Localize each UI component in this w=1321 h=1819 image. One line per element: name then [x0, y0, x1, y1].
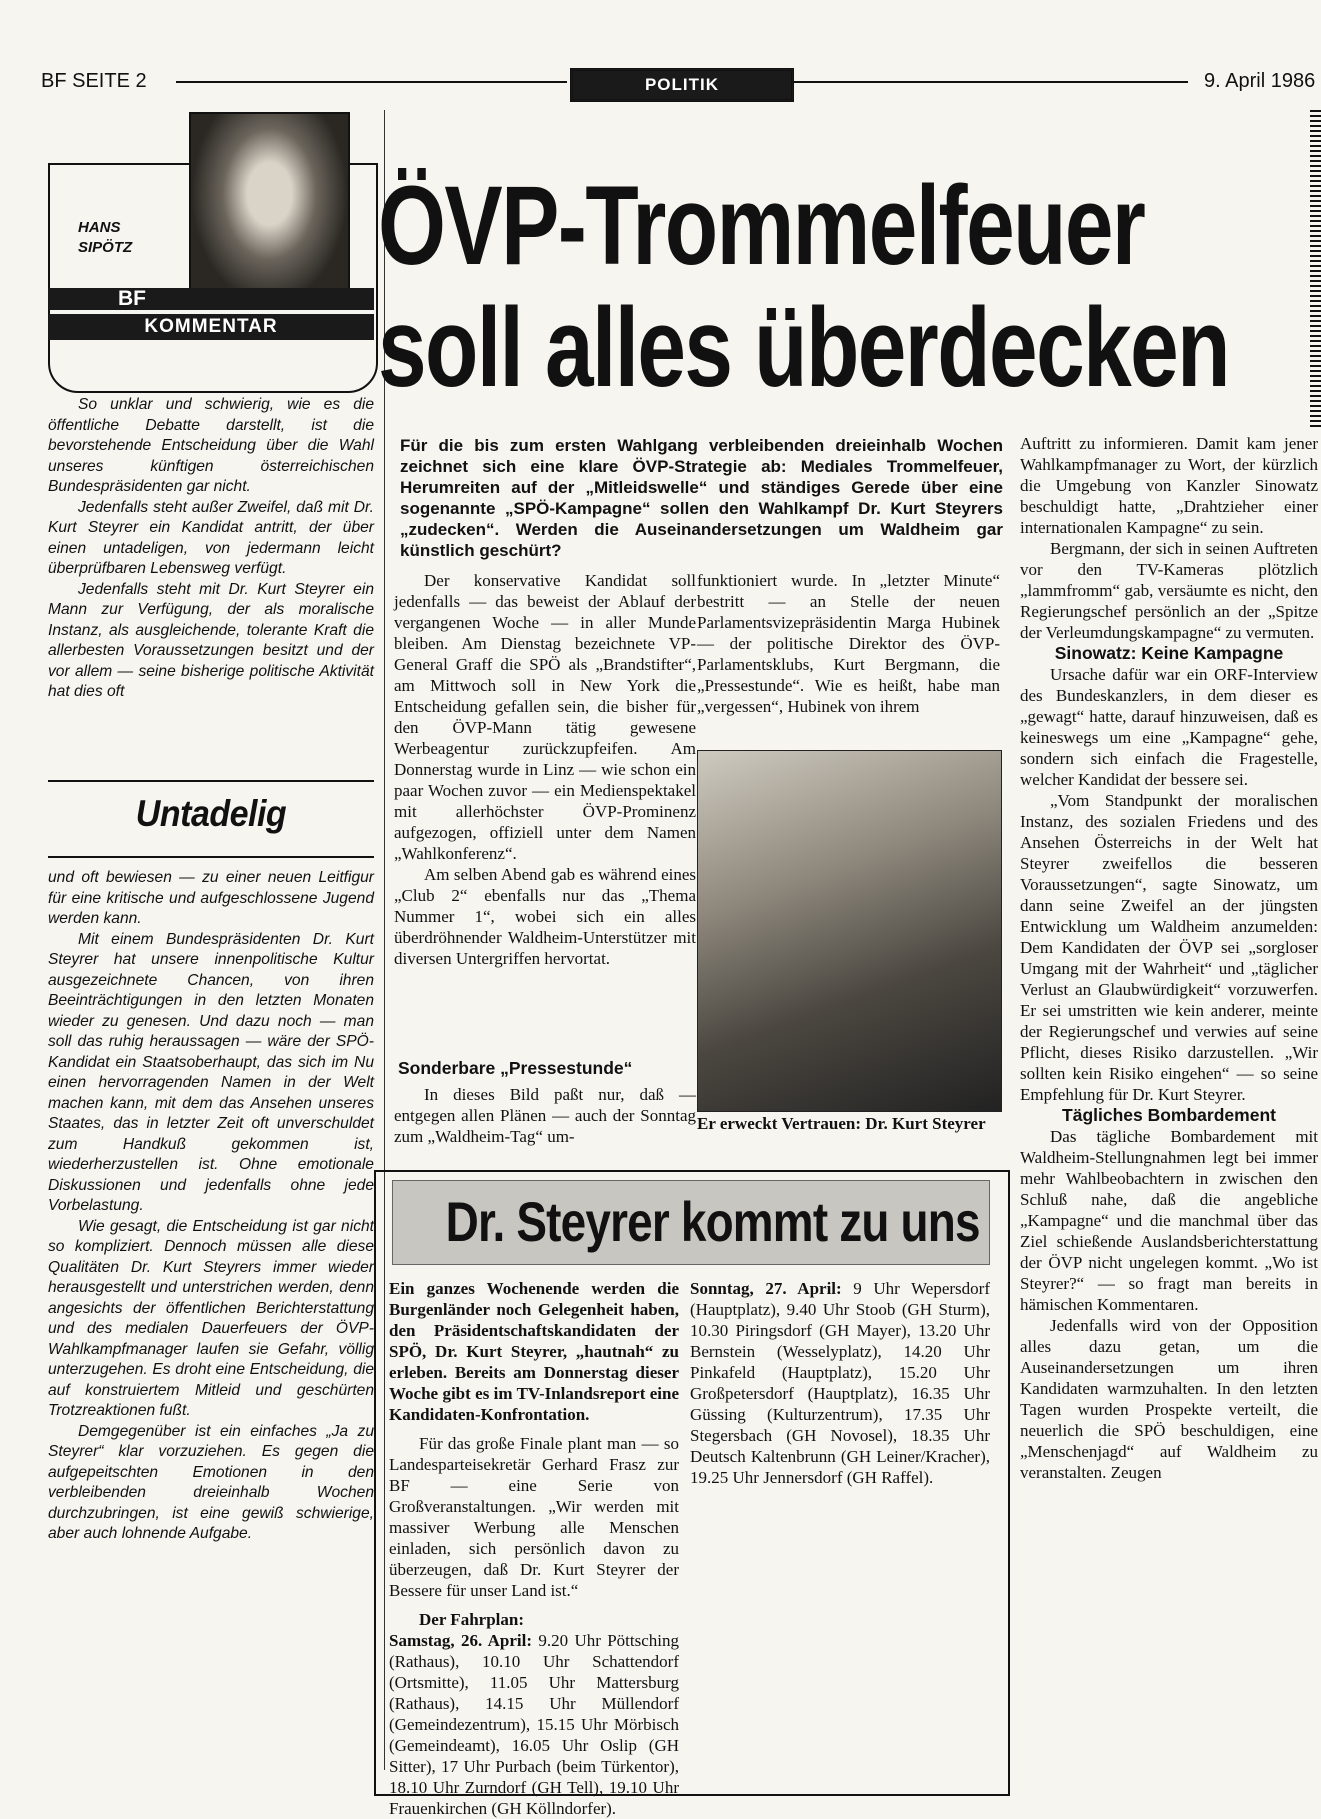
commentary-text-b: und oft bewiesen — zu einer neuen Leitfigur für eine kritische und aufgeschlossene Jugend werden kann. Mit einem Bundespräsidenten Dr. Kurt Steyrer hat unsere innenpolitische Kultur ausgezeichnete Chancen, von ihren Beeinträchtigungen in den letzten Monaten wieder zu genesen. Und dazu noch — man soll das ruhig heraussagen — wäre der SPÖ-Kandidat ein Staatsoberhaupt, das sich im Nu einen hervorragenden Namen in der Welt machen kann, mit dem das Ansehen unseres Staates, das in letzter Zeit oft unverschuldet zum Handkuß gekommen ist, wiederherzustellen ist. Ohne emotionale Diskussionen und jedenfalls ohne jede Vorbelastung. Wie gesagt, die Entscheidung ist gar nicht so kompliziert. Dennoch müssen alle diese Qualitäten Dr. Kurt Steyrers immer wieder herausgestellt und unterstrichen werden, denn angesichts der öffentlichen Berichterstattung und des medialen Dauerfeuers der ÖVP-Wahlkampfmanager laufen sie Gefahr, völlig unterzugehen. Es droht eine Entscheidung, die auf konstruiertem Mitleid und geschürten Trotzreaktionen fußt. Demgegenüber ist ein einfaches „Ja zu Steyrer“ klar vorzuziehen. Es gegen die aufgepeitschten Emotionen in den verbleibenden dreieinhalb Wochen durchzubringen, ist eine gewiß schwierige, aber auch lohnende Aufgabe. — [48, 869, 374, 1542]
edge-bars — [1310, 110, 1321, 430]
saturday-label: Samstag, 26. April: — [389, 1631, 533, 1650]
crowd-photo — [697, 750, 1002, 1112]
schedule-column-2 — [690, 1278, 990, 1488]
photo-caption: Er erweckt Vertrauen: Dr. Kurt Steyrer — [697, 1114, 986, 1133]
schedule-title: Dr. Steyrer kommt zu uns — [445, 1190, 980, 1253]
commentary-subheading: Untadelig — [135, 793, 287, 835]
article-column-3: Auftritt zu informieren. Damit kam jener Wahlkampfmanager zu Wort, der kürzlich die Umgebung von Kanzler Sinowatz beschuldigt hatte, „Drahtzieher einer internationalen Kampagne“ zu sein. Bergmann, der sich in seinen Auftreten vor den TV-Kameras plötzlich „lammfromm“ gab, versäumte es nicht, den Regierungschef persönlich an der „Spitze der Verleumdungskampagne“ zu vermuten. Sinowatz: Keine Kampagne Ursache dafür war ein ORF-Interview des Bundeskanzlers, in dem dieser es „gewagt“ hatte, darauf hinzuweisen, daß es keineswegs um eine „Kampagne“ gehe, sondern sich einfach die Fragestelle, welcher Kandidat der bessere sei. „Vom Standpunkt der moralischen Instanz, des sozialen Friedens und des Ansehen Österreichs in der Welt hat Steyrer zweifellos die besseren Voraussetzungen“, sagte Sinowatz, um dann seine Zweifel an der jüngsten Entwicklung um Waldheim anzumelden: Dem Kandidaten der ÖVP sei „sorgloser Umgang mit der Wahrheit“ und „täglicher Verlust an Glaubwürdigkeit“ vorzuwerfen. Er sei umstritten wie kein anderer, meinte der Regierungschef und verwies auf seine Pflicht, dieses Risiko darzustellen. „Wir sollten kein Risiko eingehen“ — so seine Empfehlung für Dr. Kurt Steyrer. Tägliches Bombardement Das tägliche Bombardement mit Waldheim-Stellungnahmen legt bei immer mehr Wahlbeobachtern in zwischen den Schluß nahe, daß die angebliche „Kampagne“ und die manchmal über das Ziel schießende Auslandsberichterstattung der ÖVP nicht ungelegen kommt. „Wo ist Steyrer?“ — so fragt man bereits in hämischen Kommentaren. Jedenfalls wird von der Opposition alles dazu getan, um die Auseinandersetzungen um ihren Kandidaten warmzuhalten. In den letzten Tagen wurden Prospekte verteilt, die neuerlich die SPÖ beschuldigen, eine „Menschenjagd“ auf Waldheim zu veranstalten. Zeugen — [1020, 434, 1318, 1482]
commentary-text-a: So unklar und schwierig, wie es die öffentliche Debatte darstellt, ist die bevorstehende Entscheidung über die Wahl unseres künftigen österreichischen Bundespräsidenten gar nicht. Jedenfalls steht außer Zweifel, daß mit Dr. Kurt Steyrer ein Kandidat antritt, der über einen untadeligen, von jedermann leicht überprüfbaren Lebensweg verfügt. Jedenfalls steht mit Dr. Kurt Steyrer ein Mann zur Verfügung, der als moralische Instanz, als ausgleichende, tolerante Kraft die allerbesten Voraussetzungen besitzt und der vor allem — seine bisherige politische Aktivität hat dies oft — [48, 396, 374, 700]
sunday-stops: 9 Uhr Wepersdorf (Hauptplatz), 9.40 Uhr Stoob (GH Sturm), 10.30 Piringsdorf (GH Mayer), 13.20 Uhr Bernstein (Wesselyplatz), 14.20 Uhr Pinkafeld (Hauptplatz), 15.20 Uhr Großpetersdorf (Hauptplatz), 16.35 Uhr Güssing (Kulturzentrum), 17.35 Uhr Stegersbach (GH Novosel), 18.35 Uhr Deutsch Kaltenbrunn (GH Leiner/Kracher), 19.25 Uhr Jennersdorf (GH Raffel). — [690, 1279, 990, 1487]
article-column-2: funktioniert wurde. In „letzter Minute“ bestritt — an Stelle der neuen Parlamentsvizepräsidentin Marga Hubinek — der politische Direktor des ÖVP-Parlamentsklubs, Kurt Bergmann, die „Pressestunde“. Wie es heißt, habe man „vergessen“, Hubinek von ihrem — [697, 571, 1000, 716]
issue-date: 9. April 1986 — [1204, 70, 1316, 92]
article-subheading-pressestunde: Sonderbare „Pressestunde“ — [398, 1058, 633, 1078]
commentary-bf-label: BF — [48, 288, 374, 310]
sunday-label: Sonntag, 27. April: — [690, 1279, 842, 1298]
subheading-rule-top — [48, 780, 374, 782]
author-portrait — [189, 112, 350, 306]
subheading-rule-bottom — [48, 856, 374, 858]
saturday-stops: 9.20 Uhr Pöttsching (Rathaus), 10.10 Uhr Schattendorf (Ortsmitte), 11.05 Uhr Mattersburg (Rathaus), 14.15 Uhr Müllendorf (Gemeindezentrum), 15.15 Uhr Mörbisch (Gemeindeamt), 16.05 Uhr Oslip (GH Sitter), 17 Uhr Purbach (beim Türkentor), 18.10 Uhr Zurndorf (GH Tell), 19.10 Uhr Frauenkirchen (GH Köllndorfer). — [389, 1631, 680, 1818]
article-headline: ÖVP-Trommelfeuer soll alles überdecken — [378, 163, 1229, 410]
article-column-1: Der konservative Kandidat soll jedenfalls — das beweist der Ablauf der vergangenen Woche — in aller Munde bleiben. Am Dienstag bezeichnete VP-General Graff die SPÖ als „Brandstifter“, am Mittwoch soll in New York die Entscheidung gefallen sein, die bisher für den ÖVP-Mann tätig gewesene Werbeagentur zurückzupfeifen. Am Donnerstag wurde in Linz — wie schon ein paar Wochen zuvor — ein Medienspektakel mit allerhöchster ÖVP-Prominenz aufgezogen, offiziell unter dem Namen „Wahlkonferenz“. Am selben Abend gab es während eines „Club 2“ ebenfalls nur das „Thema Nummer 1“, wobei sich ein alles überdröhnender Waldheim-Unterstützer mit diversen Untergriffen hervortat. — [394, 571, 696, 968]
commentary-label: KOMMENTAR — [48, 314, 374, 340]
article-subheading-bombardement: Tägliches Bombardement — [1062, 1105, 1276, 1125]
header-rule-right — [792, 81, 1188, 83]
page-label: BF SEITE 2 — [41, 70, 147, 92]
commentary-author: HANS SIPÖTZ — [78, 219, 133, 256]
article-lead: Für die bis zum ersten Wahlgang verbleibenden dreieinhalb Wochen zeichnet sich eine klare ÖVP-Strategie ab: Mediales Trommelfeuer, Herumreiten auf der „Mitleidswelle“ und ständiges Gerede über eine sogenannte „SPÖ-Kampagne“ sollen den Wahlkampf Dr. Kurt Steyrers „zudecken“. Werden die Auseinandersetzungen um Waldheim gar künstlich geschürt? — [400, 436, 1003, 560]
article-column-1b: In dieses Bild paßt nur, daß — entgegen allen Plänen — auch der Sonntag zum „Waldheim-Tag“ um- — [394, 1085, 696, 1146]
article-subheading-sinowatz: Sinowatz: Keine Kampagne — [1054, 643, 1284, 663]
schedule-column-1: Ein ganzes Wochenende werden die Burgenländer noch Gelegenheit haben, den Präsidentschaftskandidaten der SPÖ, Dr. Kurt Steyrer, „hautnah“ zu erleben. Bereits am Donnerstag dieser Woche gibt es im TV-Inlandsreport eine Kandidaten-Konfrontation. Für das große Finale plant man — so Landesparteisekretär Gerhard Frasz zur BF — eine Serie von Großveranstaltungen. „Wir werden mit massiver Werbung alle Menschen einladen, sich persönlich davon zu überzeugen, daß Dr. Kurt Steyrer der Bessere für unser Land ist.“ Der Fahrplan: Samstag, 26. April: 9.20 Uhr Pöttsching (Rathaus), 10.10 Uhr Schattendorf (Ortsmitte), 11.05 Uhr Mattersburg (Rathaus), 14.15 Uhr Müllendorf (Gemeindezentrum), 15.15 Uhr Mörbisch (Gemeindeamt), 16.05 Uhr Oslip (GH Sitter), 17 Uhr Purbach (beim Türkentor), 18.10 Uhr Zurndorf (GH Tell), 19.10 Uhr Frauenkirchen (GH Köllndorfer). — [389, 1279, 680, 1818]
section-label: POLITIK — [570, 68, 794, 102]
header-rule-left — [176, 81, 567, 83]
